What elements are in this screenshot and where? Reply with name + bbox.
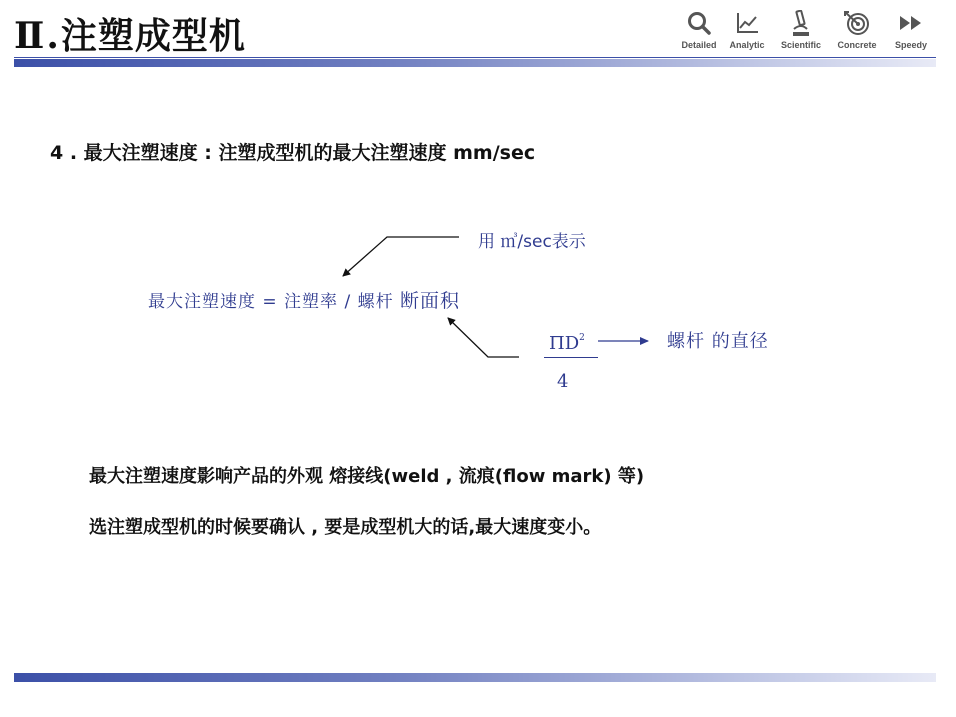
- section-number: Ⅱ.: [14, 15, 61, 57]
- unit-note: 用 ㎥/sec表示: [478, 232, 586, 252]
- slide-heading: 4 . 最大注塑速度 : 注塑成型机的最大注塑速度 mm/sec: [50, 142, 536, 164]
- nav-label-scientific: Scientific: [780, 40, 821, 50]
- fraction-exponent: 2: [579, 333, 585, 343]
- speed-formula: [148, 286, 460, 313]
- nav-label-analytic: Analytic: [729, 40, 765, 50]
- footer-bar: [14, 673, 936, 682]
- fraction-numerator: [549, 333, 585, 354]
- fraction-num-text: ΠD: [549, 333, 580, 354]
- fraction-bar: [544, 357, 598, 358]
- nav-label-speedy: Speedy: [894, 40, 927, 50]
- arrow-unit-note: [343, 237, 459, 276]
- paragraph-selection: 选注塑成型机的时候要确认 , 要是成型机大的话,最大速度变小。: [89, 517, 602, 538]
- paragraph-appearance: 最大注塑速度影响产品的外观 熔接线(weld , 流痕(flow mark) 等): [89, 466, 645, 487]
- nav-label-detailed: Detailed: [681, 40, 717, 50]
- formula-left: 最大注塑速度 = 注塑率 / 螺杆: [148, 292, 400, 312]
- nav-label-concrete: Concrete: [837, 40, 877, 50]
- fraction-denominator: 4: [557, 371, 569, 392]
- diameter-note: 螺杆 的直径: [667, 331, 769, 352]
- arrow-area: [448, 318, 519, 357]
- section-title: 注塑成型机: [60, 15, 246, 57]
- formula-area: 断面积: [400, 290, 461, 312]
